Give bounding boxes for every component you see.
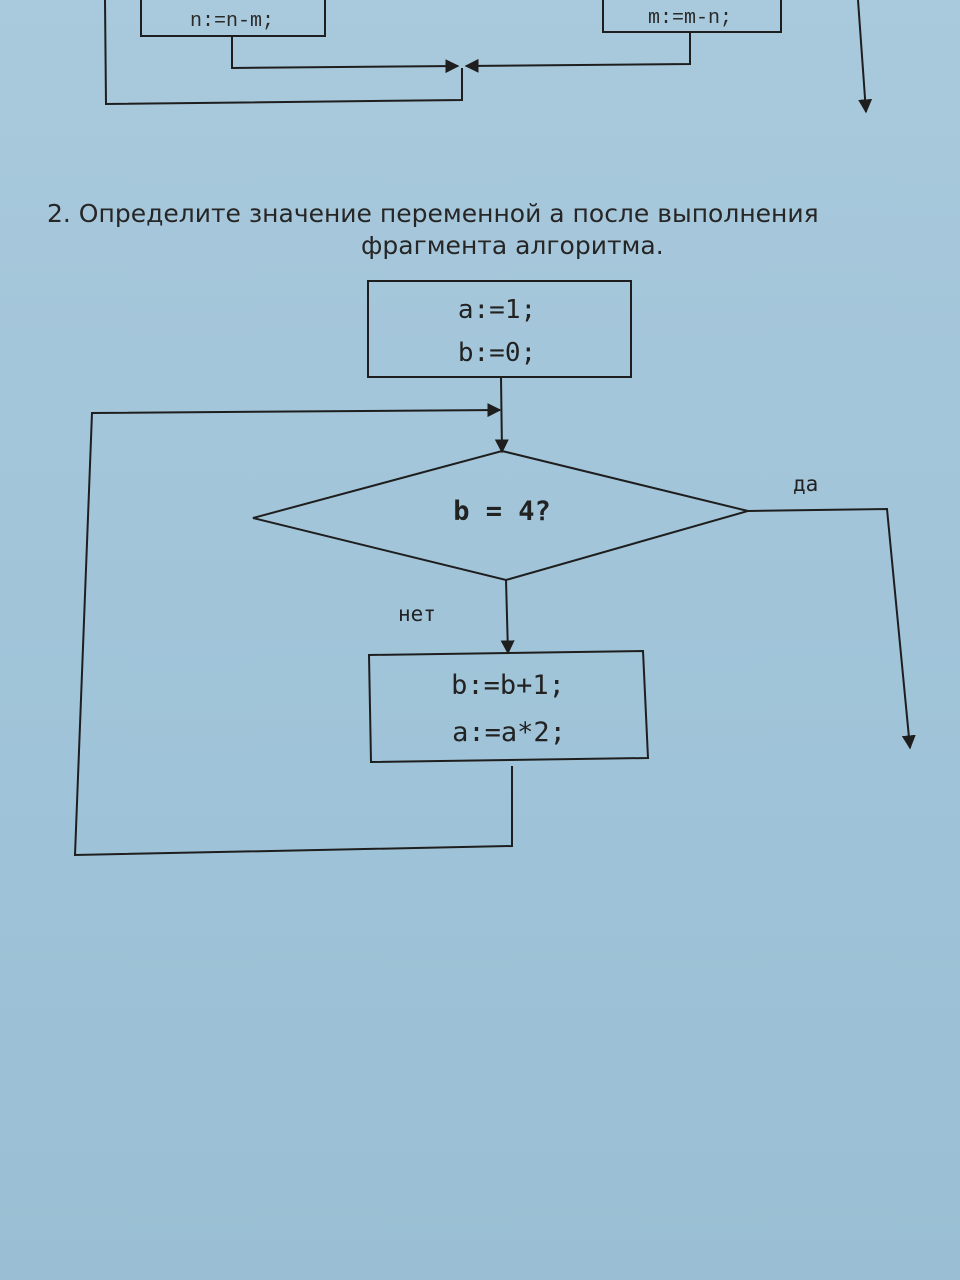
body-line-a: a:=a*2; bbox=[452, 717, 566, 748]
algorithm-flowchart bbox=[75, 281, 910, 855]
loop-back-connector bbox=[105, 0, 462, 104]
body-line-b: b:=b+1; bbox=[451, 670, 565, 701]
left-assign-text: n:=n-m; bbox=[189, 10, 275, 33]
question-line-2: фрагмента алгоритма. bbox=[361, 231, 664, 260]
yes-label: да bbox=[793, 472, 819, 496]
init-line-a: a:=1; bbox=[457, 295, 537, 325]
no-label: нет bbox=[398, 602, 436, 626]
loop-return-line bbox=[75, 410, 512, 855]
decision-condition: b = 4? bbox=[453, 496, 551, 527]
right-assign-text: m:=m-n; bbox=[647, 7, 733, 30]
question-line-1: 2. Определите значение переменной а после выполнения bbox=[47, 199, 819, 228]
previous-task-fragment bbox=[105, 0, 866, 112]
right-branch-connector bbox=[466, 32, 690, 66]
yes-branch-arrow bbox=[748, 509, 910, 748]
exit-connector bbox=[858, 0, 866, 112]
left-branch-connector bbox=[232, 36, 458, 68]
init-to-decision-arrow bbox=[501, 377, 502, 452]
no-branch-arrow bbox=[506, 580, 508, 653]
init-line-b: b:=0; bbox=[457, 338, 537, 368]
